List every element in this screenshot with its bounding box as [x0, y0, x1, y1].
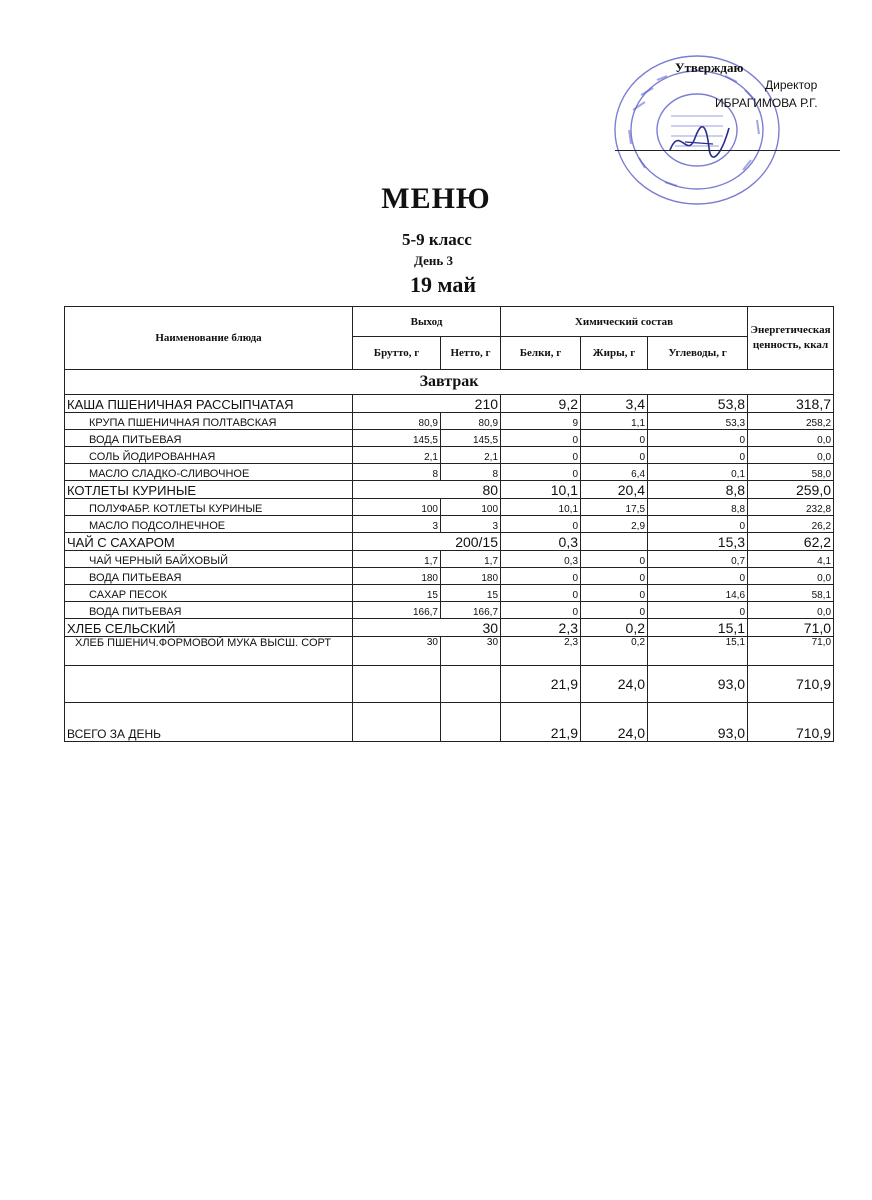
ingredient-carb: 0 — [648, 568, 748, 585]
ingredient-carb: 53,3 — [648, 413, 748, 430]
ingredient-protein: 0 — [501, 568, 581, 585]
ingredient-energy: 232,8 — [748, 499, 834, 516]
dish-fat — [581, 533, 648, 551]
dish-fat: 20,4 — [581, 481, 648, 499]
ingredient-protein: 10,1 — [501, 499, 581, 516]
ingredient-protein: 0 — [501, 602, 581, 619]
ingredient-brutto: 100 — [353, 499, 441, 516]
approval-role: Директор — [765, 78, 818, 92]
header-chem: Химический состав — [501, 307, 748, 337]
total-label: ВСЕГО ЗА ДЕНЬ — [65, 703, 353, 742]
ingredient-protein: 2,3 — [501, 637, 581, 666]
ingredient-netto: 3 — [441, 516, 501, 533]
dish-output: 80 — [353, 481, 501, 499]
ingredient-brutto: 180 — [353, 568, 441, 585]
ingredient-carb: 0 — [648, 447, 748, 464]
ingredient-protein: 0 — [501, 516, 581, 533]
ingredient-carb: 0 — [648, 430, 748, 447]
subtotal-energy: 710,9 — [748, 666, 834, 703]
ingredient-name: МАСЛО ПОДСОЛНЕЧНОЕ — [65, 516, 353, 533]
ingredient-netto: 80,9 — [441, 413, 501, 430]
ingredient-fat: 2,9 — [581, 516, 648, 533]
dish-fat: 0,2 — [581, 619, 648, 637]
dish-row — [65, 533, 834, 551]
ingredient-fat: 0 — [581, 430, 648, 447]
ingredient-name: ВОДА ПИТЬЕВАЯ — [65, 430, 353, 447]
dish-output: 200/15 — [353, 533, 501, 551]
ingredient-carb: 14,6 — [648, 585, 748, 602]
ingredient-energy: 71,0 — [748, 637, 834, 666]
ingredient-energy: 0,0 — [748, 430, 834, 447]
class-label: 5-9 класс — [402, 230, 472, 249]
ingredient-name: ЧАЙ ЧЕРНЫЙ БАЙХОВЫЙ — [65, 551, 353, 568]
ingredient-carb: 0 — [648, 516, 748, 533]
dish-carb: 15,1 — [648, 619, 748, 637]
ingredient-fat: 0 — [581, 568, 648, 585]
total-fat: 24,0 — [581, 703, 648, 742]
ingredient-brutto: 80,9 — [353, 413, 441, 430]
subtotal-netto — [441, 666, 501, 703]
dish-energy: 62,2 — [748, 533, 834, 551]
dish-carb: 15,3 — [648, 533, 748, 551]
ingredient-fat: 1,1 — [581, 413, 648, 430]
approval-name: ИБРАГИМОВА Р.Г. — [715, 96, 818, 110]
ingredient-name: КРУПА ПШЕНИЧНАЯ ПОЛТАВСКАЯ — [65, 413, 353, 430]
day-label: День 3 — [414, 253, 453, 268]
ingredient-carb: 0 — [648, 602, 748, 619]
page-title: МЕНЮ — [381, 182, 491, 215]
subtotal-brutto — [353, 666, 441, 703]
ingredient-brutto: 166,7 — [353, 602, 441, 619]
ingredient-carb: 15,1 — [648, 637, 748, 666]
ingredient-carb: 8,8 — [648, 499, 748, 516]
total-brutto — [353, 703, 441, 742]
header-dish-name: Наименование блюда — [65, 307, 353, 370]
ingredient-row — [65, 568, 834, 585]
dish-carb: 8,8 — [648, 481, 748, 499]
ingredient-protein: 0 — [501, 464, 581, 481]
header-fat: Жиры, г — [581, 337, 648, 370]
ingredient-row — [65, 413, 834, 430]
ingredient-netto: 166,7 — [441, 602, 501, 619]
ingredient-energy: 4,1 — [748, 551, 834, 568]
ingredient-fat: 0 — [581, 447, 648, 464]
ingredient-protein: 0 — [501, 447, 581, 464]
subtotal-label — [65, 666, 353, 703]
ingredient-netto: 30 — [441, 637, 501, 666]
ingredient-brutto: 30 — [353, 637, 441, 666]
ingredient-fat: 17,5 — [581, 499, 648, 516]
header-output: Выход — [353, 307, 501, 337]
header-energy: Энергетическая ценность, ккал — [748, 307, 834, 370]
ingredient-protein: 0 — [501, 430, 581, 447]
ingredient-fat: 6,4 — [581, 464, 648, 481]
ingredient-row — [65, 637, 834, 666]
dish-carb: 53,8 — [648, 395, 748, 413]
total-energy: 710,9 — [748, 703, 834, 742]
ingredient-energy: 58,0 — [748, 464, 834, 481]
subtotal-fat: 24,0 — [581, 666, 648, 703]
total-carb: 93,0 — [648, 703, 748, 742]
dish-protein: 9,2 — [501, 395, 581, 413]
ingredient-brutto: 3 — [353, 516, 441, 533]
ingredient-brutto: 15 — [353, 585, 441, 602]
ingredient-energy: 58,1 — [748, 585, 834, 602]
ingredient-netto: 8 — [441, 464, 501, 481]
header-netto: Нетто, г — [441, 337, 501, 370]
ingredient-brutto: 145,5 — [353, 430, 441, 447]
ingredient-netto: 1,7 — [441, 551, 501, 568]
header-protein: Белки, г — [501, 337, 581, 370]
ingredient-energy: 0,0 — [748, 602, 834, 619]
menu-date: 19 май — [410, 272, 477, 297]
dish-output: 30 — [353, 619, 501, 637]
ingredient-protein: 0,3 — [501, 551, 581, 568]
total-protein: 21,9 — [501, 703, 581, 742]
ingredient-row — [65, 447, 834, 464]
menu-table — [64, 306, 834, 742]
dish-row — [65, 395, 834, 413]
ingredient-row — [65, 430, 834, 447]
ingredient-name: ПОЛУФАБР. КОТЛЕТЫ КУРИНЫЕ — [65, 499, 353, 516]
ingredient-name: СОЛЬ ЙОДИРОВАННАЯ — [65, 447, 353, 464]
dish-row — [65, 481, 834, 499]
dish-protein: 2,3 — [501, 619, 581, 637]
ingredient-carb: 0,1 — [648, 464, 748, 481]
ingredient-fat: 0 — [581, 551, 648, 568]
ingredient-netto: 15 — [441, 585, 501, 602]
total-netto — [441, 703, 501, 742]
ingredient-name: САХАР ПЕСОК — [65, 585, 353, 602]
ingredient-row — [65, 464, 834, 481]
ingredient-brutto: 2,1 — [353, 447, 441, 464]
ingredient-brutto: 8 — [353, 464, 441, 481]
dish-protein: 10,1 — [501, 481, 581, 499]
ingredient-row — [65, 499, 834, 516]
ingredient-name: ВОДА ПИТЬЕВАЯ — [65, 602, 353, 619]
ingredient-protein: 0 — [501, 585, 581, 602]
dish-fat: 3,4 — [581, 395, 648, 413]
section-title: Завтрак — [65, 370, 834, 395]
ingredient-row — [65, 551, 834, 568]
header-carb: Углеводы, г — [648, 337, 748, 370]
ingredient-energy: 258,2 — [748, 413, 834, 430]
ingredient-name: МАСЛО СЛАДКО-СЛИВОЧНОЕ — [65, 464, 353, 481]
ingredient-fat: 0,2 — [581, 637, 648, 666]
dish-row — [65, 619, 834, 637]
signature — [665, 120, 735, 165]
subtotal-row — [65, 666, 834, 703]
ingredient-energy: 0,0 — [748, 568, 834, 585]
ingredient-energy: 0,0 — [748, 447, 834, 464]
ingredient-netto: 2,1 — [441, 447, 501, 464]
ingredient-netto: 145,5 — [441, 430, 501, 447]
ingredient-netto: 100 — [441, 499, 501, 516]
subtotal-carb: 93,0 — [648, 666, 748, 703]
ingredient-protein: 9 — [501, 413, 581, 430]
ingredient-name: ХЛЕБ ПШЕНИЧ.ФОРМОВОЙ МУКА ВЫСШ. СОРТ — [65, 637, 353, 666]
subtotal-protein: 21,9 — [501, 666, 581, 703]
header-brutto: Брутто, г — [353, 337, 441, 370]
ingredient-fat: 0 — [581, 602, 648, 619]
dish-name: ЧАЙ С САХАРОМ — [65, 533, 353, 551]
ingredient-row — [65, 516, 834, 533]
ingredient-name: ВОДА ПИТЬЕВАЯ — [65, 568, 353, 585]
ingredient-row — [65, 585, 834, 602]
dish-output: 210 — [353, 395, 501, 413]
ingredient-fat: 0 — [581, 585, 648, 602]
dish-name: ХЛЕБ СЕЛЬСКИЙ — [65, 619, 353, 637]
ingredient-netto: 180 — [441, 568, 501, 585]
dish-energy: 318,7 — [748, 395, 834, 413]
dish-energy: 259,0 — [748, 481, 834, 499]
dish-protein: 0,3 — [501, 533, 581, 551]
total-row — [65, 703, 834, 742]
signature-line — [615, 150, 840, 151]
ingredient-brutto: 1,7 — [353, 551, 441, 568]
dish-name: КАША ПШЕНИЧНАЯ РАССЫПЧАТАЯ — [65, 395, 353, 413]
dish-energy: 71,0 — [748, 619, 834, 637]
approval-title: Утверждаю — [675, 60, 744, 75]
ingredient-energy: 26,2 — [748, 516, 834, 533]
ingredient-row — [65, 602, 834, 619]
ingredient-carb: 0,7 — [648, 551, 748, 568]
dish-name: КОТЛЕТЫ КУРИНЫЕ — [65, 481, 353, 499]
